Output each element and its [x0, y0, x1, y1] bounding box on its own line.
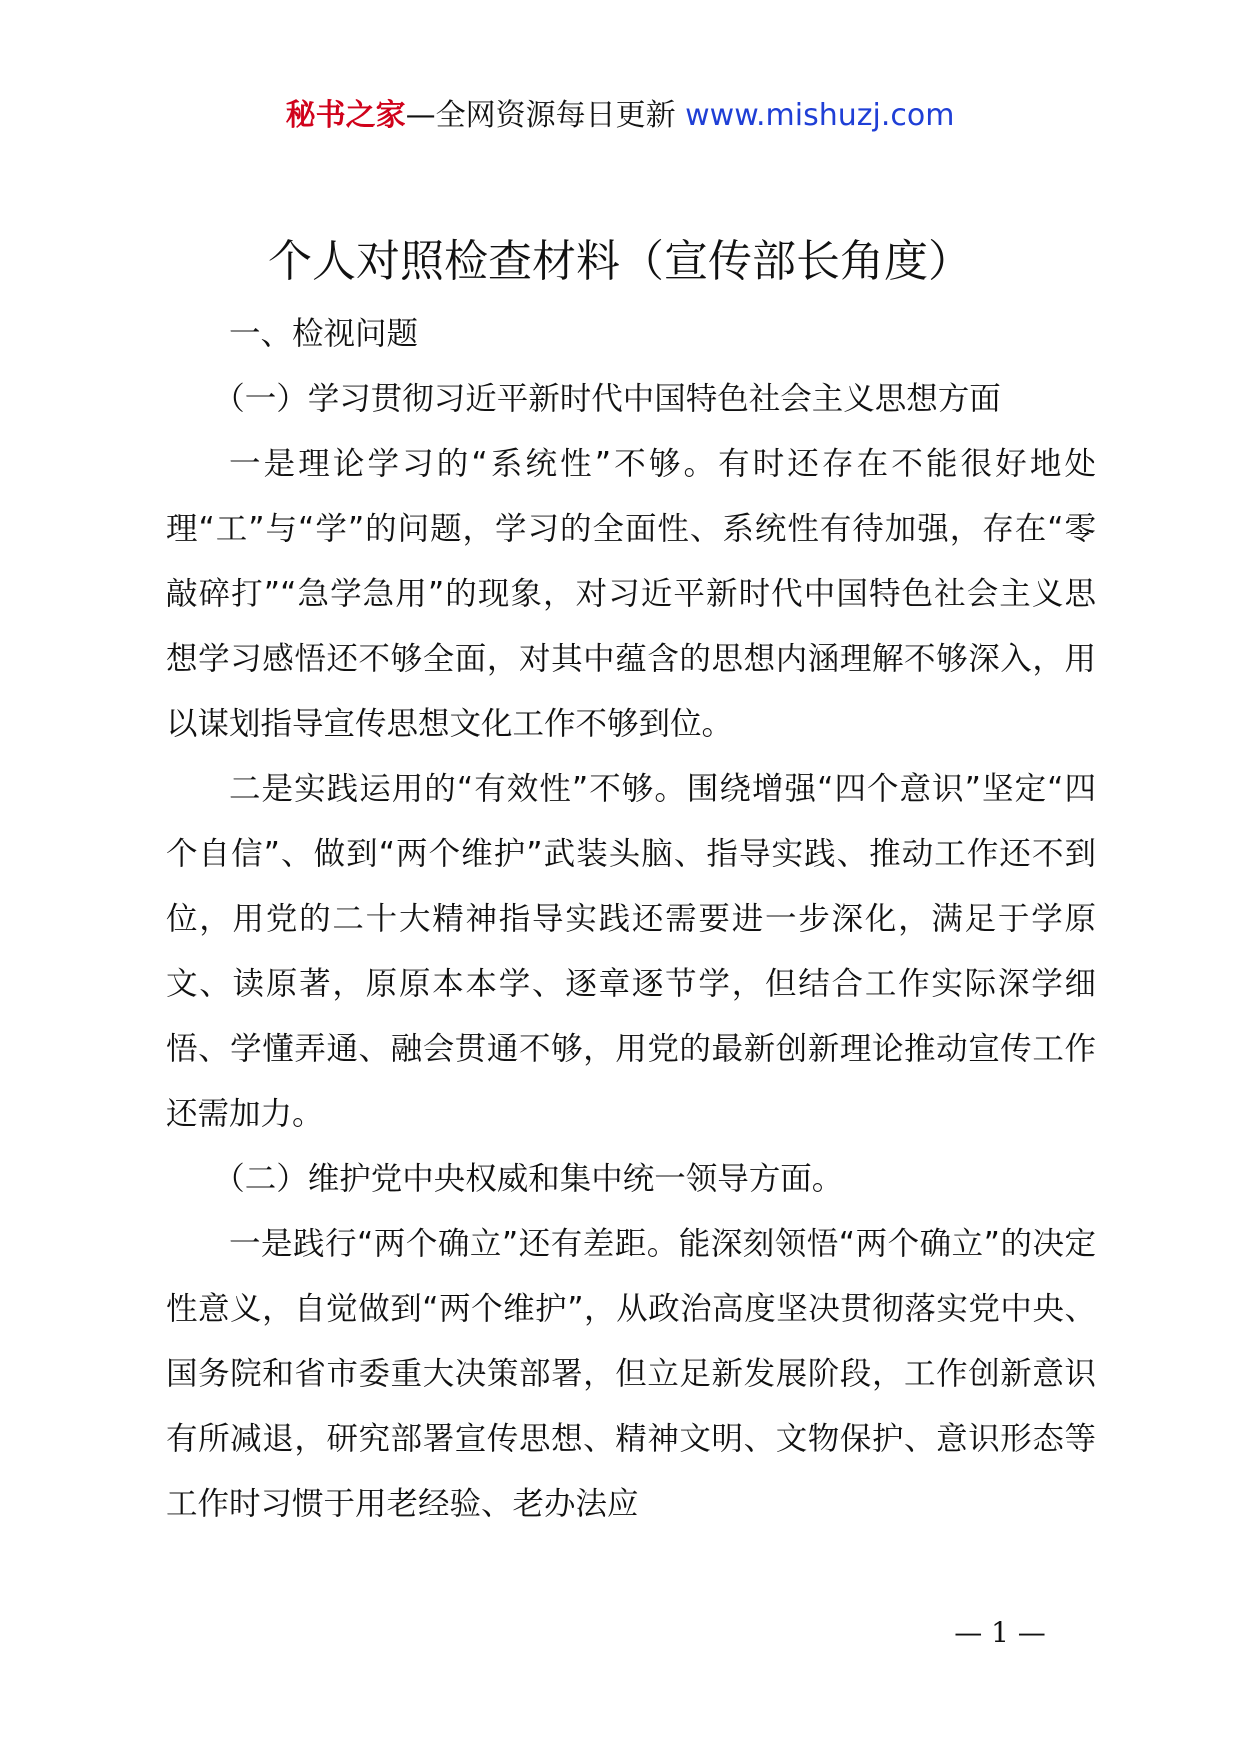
site-banner: [0, 96, 1240, 136]
site-url-link[interactable]: www.mishuzj.com: [685, 98, 955, 133]
body-paragraph: 一是践行“两个确立”还有差距。能深刻领悟“两个确立”的决定性意义，自觉做到“两个维护”，从政治高度坚决贯彻落实党中央、国务院和省市委重大决策部署，但立足新发展阶段，工作创新意识有所减退，研究部署宣传思想、精神文明、文物保护、意识形态等工作时习惯于用老经验、老办法应: [166, 1226, 1096, 1522]
document-body: [166, 302, 1096, 1537]
section-heading: 一、检视问题: [229, 316, 419, 352]
site-brand: 秘书之家: [285, 98, 406, 133]
document-title: 个人对照检查材料（宣传部长角度）: [268, 236, 972, 287]
body-paragraph: 二是实践运用的“有效性”不够。围绕增强“四个意识”坚定“四个自信”、做到“两个维护”武装头脑、指导实践、推动工作还不到位，用党的二十大精神指导实践还需要进一步深化，满足于学原文、读原著，原原本本学、逐章逐节学，但结合工作实际深学细悟、学懂弄通、融会贯通不够，用党的最新创新理论推动宣传工作还需加力。: [166, 771, 1096, 1132]
subsection-heading: （二）维护党中央权威和集中统一领导方面。: [213, 1161, 844, 1197]
subsection-heading: （一）学习贯彻习近平新时代中国特色社会主义思想方面: [213, 381, 1001, 417]
body-paragraph: 一是理论学习的“系统性”不够。有时还存在不能很好地处理“工”与“学”的问题，学习的全面性、系统性有待加强，存在“零敲碎打”“急学急用”的现象，对习近平新时代中国特色社会主义思想学习感悟还不够全面，对其中蕴含的思想内涵理解不够深入，用以谋划指导宣传思想文化工作不够到位。: [166, 446, 1096, 742]
page-number: — 1 —: [954, 1616, 1046, 1649]
site-slogan: —全网资源每日更新: [405, 98, 676, 133]
